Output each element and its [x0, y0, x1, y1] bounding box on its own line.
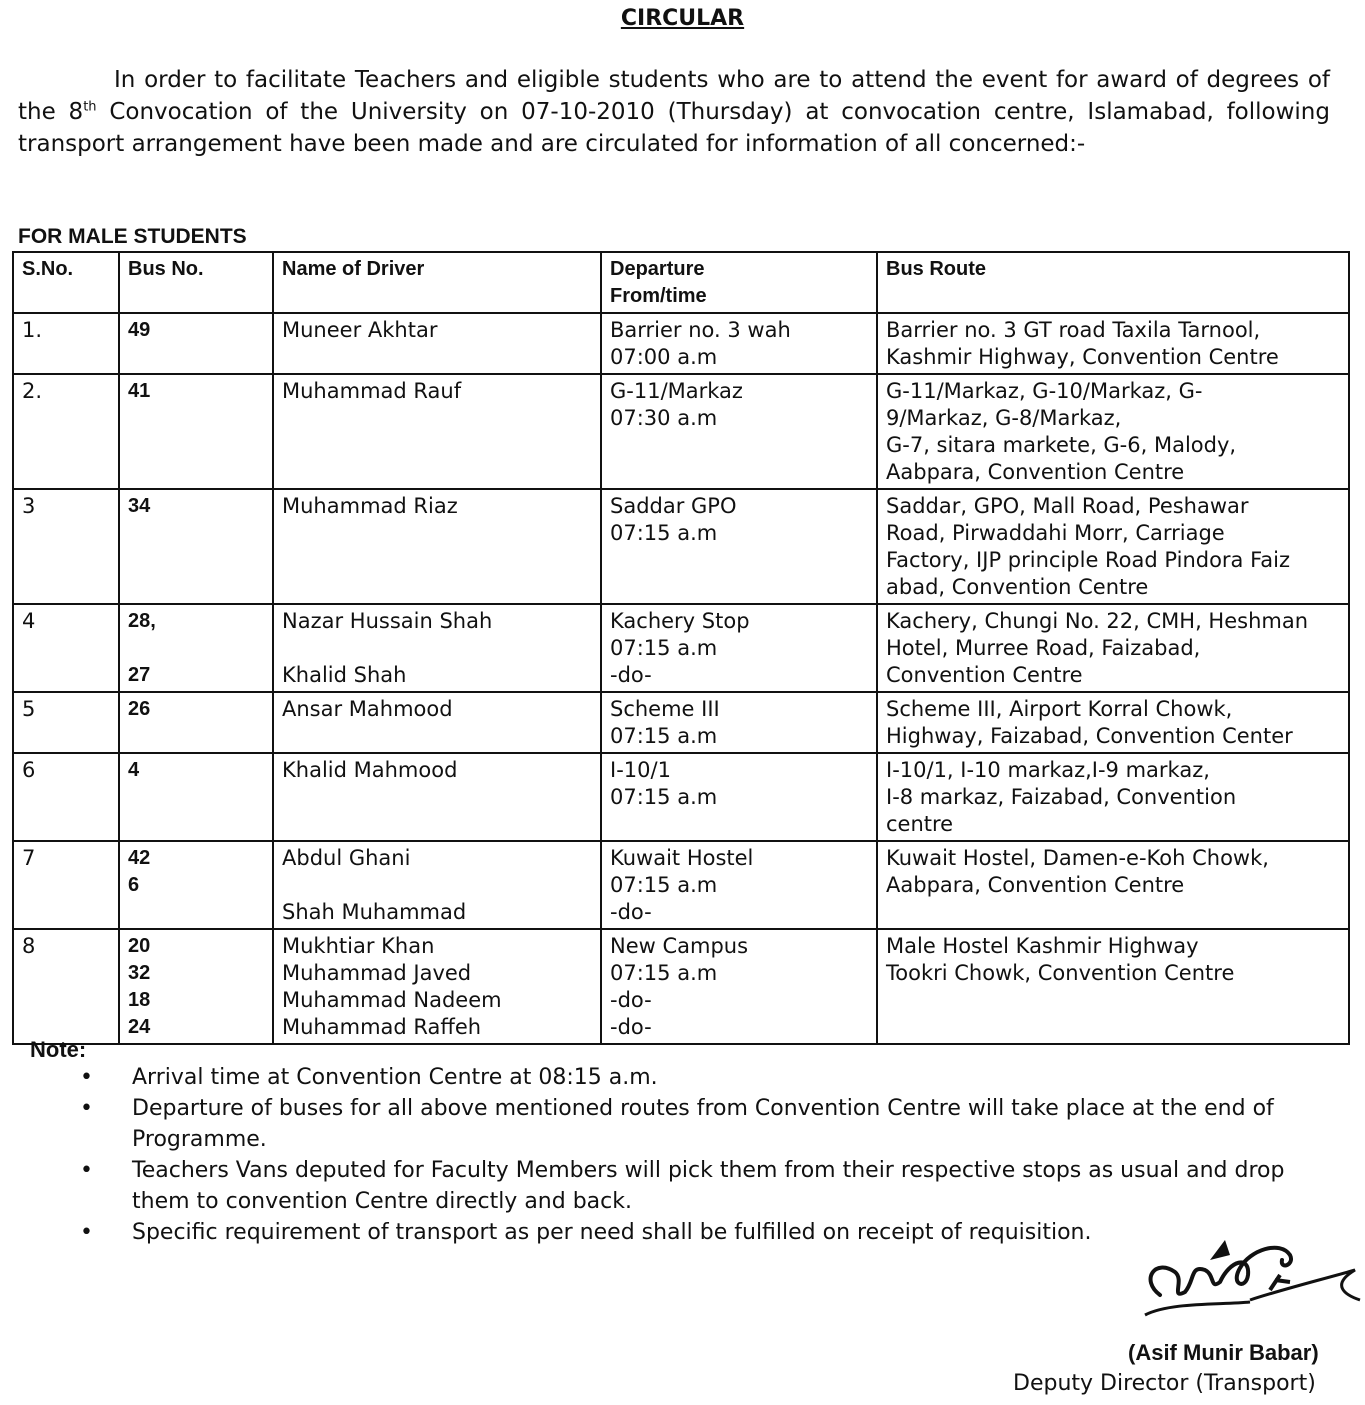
cell-departure-line: 07:30 a.m — [610, 406, 718, 430]
cell-departure — [601, 604, 877, 692]
cell-sno: 6 — [13, 753, 119, 841]
cell-bus-no — [119, 929, 273, 1044]
cell-driver — [273, 841, 601, 929]
cell-route-line: Aabpara, Convention Centre — [886, 873, 1185, 897]
cell-departure-line: 07:15 a.m — [610, 521, 718, 545]
cell-driver — [273, 604, 601, 692]
cell-route-line: Road, Pirwaddahi Morr, Carriage — [886, 521, 1225, 545]
cell-departure-line: -do- — [610, 988, 652, 1012]
cell-departure-line: 07:15 a.m — [610, 873, 718, 897]
cell-route-line: Saddar, GPO, Mall Road, Peshawar — [886, 494, 1249, 518]
cell-bus-no-line: 32 — [128, 962, 151, 984]
cell-departure-line: G-11/Markaz — [610, 379, 743, 403]
cell-departure-line: -do- — [610, 1015, 652, 1039]
cell-route-line: Hotel, Murree Road, Faizabad, — [886, 636, 1201, 660]
cell-departure — [601, 841, 877, 929]
table-row — [13, 692, 1349, 753]
cell-driver-line: Mukhtiar Khan — [282, 934, 435, 958]
cell-route-line: Kachery, Chungi No. 22, CMH, Heshman — [886, 609, 1309, 633]
cell-bus-no-line: 18 — [128, 989, 151, 1011]
cell-driver-line: Shah Muhammad — [282, 900, 467, 924]
note-text: Teachers Vans deputed for Faculty Members will pick them from their respective stops as usual and drop them to convention Centre directly and back. — [132, 1158, 1285, 1214]
cell-sno: 5 — [13, 692, 119, 753]
cell-driver-line: Khalid Shah — [282, 663, 407, 687]
cell-departure-line: 07:00 a.m — [610, 345, 718, 369]
cell-route-line: 9/Markaz, G-8/Markaz, — [886, 406, 1122, 430]
cell-route — [877, 604, 1349, 692]
cell-bus-no — [119, 489, 273, 604]
cell-bus-no-line: 41 — [128, 380, 151, 402]
cell-driver-line — [282, 872, 594, 899]
header-sno: S.No. — [13, 252, 119, 313]
header-bus-no: Bus No. — [119, 252, 273, 313]
cell-route-line: Factory, IJP principle Road Pindora Faiz — [886, 548, 1290, 572]
cell-route — [877, 374, 1349, 489]
cell-bus-no — [119, 604, 273, 692]
cell-departure-line: 07:15 a.m — [610, 785, 718, 809]
circular-title: CIRCULAR — [620, 6, 745, 31]
cell-route-line: I-10/1, I-10 markaz,I-9 markaz, — [886, 758, 1210, 782]
note-text: Departure of buses for all above mentioned routes from Convention Centre will take place at the end of Programme. — [132, 1096, 1274, 1152]
cell-departure-line: I-10/1 — [610, 758, 671, 782]
cell-driver-line: Muhammad Rauf — [282, 379, 462, 403]
cell-departure — [601, 489, 877, 604]
note-text: Specific requirement of transport as per need shall be fulfilled on receipt of requisition. — [132, 1220, 1092, 1245]
cell-route — [877, 489, 1349, 604]
intro-text-part2: Convocation of the University on 07-10-2010 (Thursday) at convocation centre, Islamabad, following transport arrangement have been made and are circulated for information of all concerned:- — [18, 99, 1330, 157]
table-row — [13, 929, 1349, 1044]
cell-departure-line: 07:15 a.m — [610, 961, 718, 985]
cell-departure-line: New Campus — [610, 934, 749, 958]
note-item — [80, 1093, 1330, 1155]
header-departure-line2: From/time — [610, 285, 707, 307]
cell-bus-no — [119, 841, 273, 929]
cell-departure-line: Saddar GPO — [610, 494, 737, 518]
cell-departure-line: -do- — [610, 900, 652, 924]
cell-bus-no — [119, 313, 273, 374]
bullet-icon: • — [80, 1096, 93, 1121]
cell-driver-line: Muhammad Nadeem — [282, 988, 502, 1012]
cell-route — [877, 929, 1349, 1044]
header-departure — [601, 252, 877, 313]
cell-sno: 7 — [13, 841, 119, 929]
cell-bus-no-line: 6 — [128, 874, 140, 896]
cell-bus-no-line: 49 — [128, 319, 151, 341]
intro-paragraph — [18, 64, 1330, 160]
signatory-title: Deputy Director (Transport) — [1013, 1371, 1316, 1396]
cell-route — [877, 841, 1349, 929]
signatory-name: (Asif Munir Babar) — [1128, 1340, 1319, 1365]
cell-route-line: G-7, sitara markete, G-6, Malody, — [886, 433, 1237, 457]
table-row — [13, 604, 1349, 692]
cell-driver-line: Muhammad Raffeh — [282, 1015, 482, 1039]
cell-bus-no — [119, 753, 273, 841]
cell-departure-line: Kuwait Hostel — [610, 846, 754, 870]
cell-departure — [601, 374, 877, 489]
cell-route-line: Barrier no. 3 GT road Taxila Tarnool, — [886, 318, 1261, 342]
cell-bus-no-line — [128, 635, 266, 662]
header-route: Bus Route — [877, 252, 1349, 313]
table-row — [13, 374, 1349, 489]
cell-driver-line: Ansar Mahmood — [282, 697, 453, 721]
cell-route-line: Aabpara, Convention Centre — [886, 460, 1185, 484]
cell-driver-line: Muneer Akhtar — [282, 318, 438, 342]
cell-route-line: Scheme III, Airport Korral Chowk, — [886, 697, 1233, 721]
bullet-icon: • — [80, 1220, 93, 1245]
section-label: FOR MALE STUDENTS — [18, 225, 247, 248]
cell-driver-line — [282, 635, 594, 662]
intro-superscript: th — [83, 99, 97, 115]
cell-sno: 4 — [13, 604, 119, 692]
cell-driver — [273, 313, 601, 374]
cell-driver — [273, 374, 601, 489]
note-text: Arrival time at Convention Centre at 08:15 a.m. — [132, 1065, 658, 1090]
cell-route-line: G-11/Markaz, G-10/Markaz, G- — [886, 379, 1203, 403]
note-item — [80, 1062, 1330, 1093]
cell-route — [877, 692, 1349, 753]
cell-departure-line: 07:15 a.m — [610, 636, 718, 660]
cell-driver-line: Abdul Ghani — [282, 846, 411, 870]
cell-driver — [273, 489, 601, 604]
cell-departure-line: -do- — [610, 663, 652, 687]
cell-departure-line: Scheme III — [610, 697, 720, 721]
cell-route-line: Kashmir Highway, Convention Centre — [886, 345, 1279, 369]
cell-driver — [273, 929, 601, 1044]
cell-sno: 1. — [13, 313, 119, 374]
cell-bus-no — [119, 374, 273, 489]
bullet-icon: • — [80, 1158, 93, 1183]
cell-sno: 8 — [13, 929, 119, 1044]
cell-sno: 3 — [13, 489, 119, 604]
cell-departure — [601, 929, 877, 1044]
cell-departure-line: Kachery Stop — [610, 609, 750, 633]
cell-bus-no-line: 26 — [128, 698, 151, 720]
cell-departure-line: 07:15 a.m — [610, 724, 718, 748]
signature-image — [1130, 1220, 1365, 1330]
cell-bus-no-line: 34 — [128, 495, 151, 517]
cell-driver-line: Nazar Hussain Shah — [282, 609, 493, 633]
cell-route-line: Kuwait Hostel, Damen-e-Koh Chowk, — [886, 846, 1269, 870]
cell-route-line: Male Hostel Kashmir Highway — [886, 934, 1199, 958]
cell-departure-line: Barrier no. 3 wah — [610, 318, 791, 342]
cell-route-line: Convention Centre — [886, 663, 1083, 687]
cell-driver-line: Khalid Mahmood — [282, 758, 458, 782]
cell-driver-line: Muhammad Riaz — [282, 494, 458, 518]
note-label: Note: — [30, 1037, 87, 1062]
cell-bus-no — [119, 692, 273, 753]
header-driver: Name of Driver — [273, 252, 601, 313]
cell-route-line: I-8 markaz, Faizabad, Convention — [886, 785, 1237, 809]
cell-bus-no-line: 24 — [128, 1016, 151, 1038]
table-row — [13, 841, 1349, 929]
cell-route-line: Highway, Faizabad, Convention Center — [886, 724, 1293, 748]
bullet-icon: • — [80, 1065, 93, 1090]
cell-route-line: abad, Convention Centre — [886, 575, 1149, 599]
cell-route — [877, 313, 1349, 374]
table-row — [13, 753, 1349, 841]
cell-departure — [601, 692, 877, 753]
cell-departure — [601, 313, 877, 374]
cell-driver — [273, 692, 601, 753]
cell-bus-no-line: 4 — [128, 759, 140, 781]
table-row — [13, 489, 1349, 604]
cell-route — [877, 753, 1349, 841]
cell-bus-no-line: 20 — [128, 935, 151, 957]
intro-text-part1: In order to facilitate Teachers and eligible students who are to attend the event for award of degrees of the 8 — [18, 67, 1330, 125]
cell-bus-no-line: 28, — [128, 610, 156, 632]
cell-sno: 2. — [13, 374, 119, 489]
table-row — [13, 313, 1349, 374]
transport-schedule-table — [12, 251, 1350, 1045]
cell-departure — [601, 753, 877, 841]
cell-driver — [273, 753, 601, 841]
table-body — [13, 313, 1349, 1044]
cell-route-line: centre — [886, 812, 954, 836]
cell-bus-no-line: 27 — [128, 664, 151, 686]
header-departure-line1: Departure — [610, 258, 705, 280]
table-header-row — [13, 252, 1349, 313]
note-item — [80, 1155, 1330, 1217]
cell-driver-line: Muhammad Javed — [282, 961, 472, 985]
cell-route-line: Tookri Chowk, Convention Centre — [886, 961, 1235, 985]
cell-bus-no-line: 42 — [128, 847, 151, 869]
